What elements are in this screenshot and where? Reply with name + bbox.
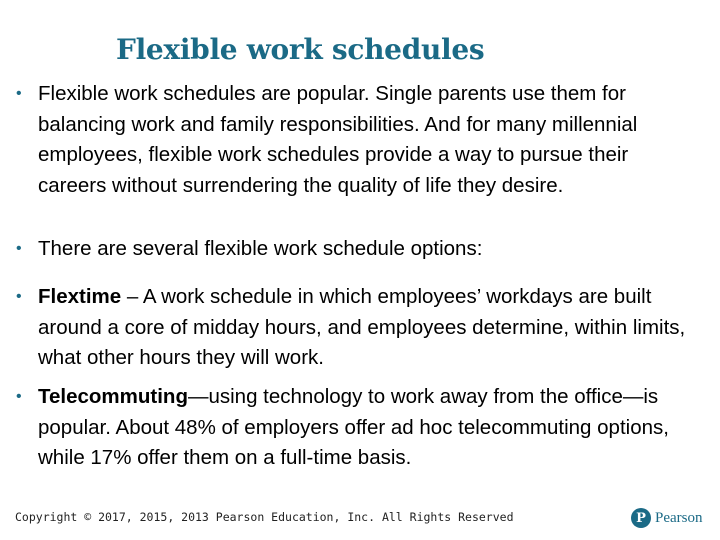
bullet-bold-term: Flextime xyxy=(38,285,122,308)
pearson-logo-icon: P xyxy=(631,508,651,528)
bullet-text xyxy=(38,79,698,201)
bullet-text xyxy=(38,234,698,265)
bullet-body: —using technology to work away from the office—is popular. About 48% of employers offer ad hoc telecommuting options, while 17% offer them on a full-time basis. xyxy=(38,385,669,469)
pearson-logo xyxy=(631,506,703,530)
bullet-body: There are several flexible work schedule options: xyxy=(38,237,483,260)
bullet-dot-icon: • xyxy=(16,388,22,405)
bullet-dot-icon: • xyxy=(16,240,22,257)
slide-title: Flexible work schedules xyxy=(116,33,485,66)
bullet-text xyxy=(38,382,698,474)
bullet-bold-term: Telecommuting xyxy=(38,385,188,408)
bullet-dot-icon: • xyxy=(16,85,22,102)
bullet-item xyxy=(16,382,706,474)
bullet-item xyxy=(16,234,706,265)
bullet-item xyxy=(16,282,706,374)
bullet-text xyxy=(38,282,698,374)
bullet-item xyxy=(16,79,706,201)
bullet-body: – A work schedule in which employees’ workdays are built around a core of midday hours, and employees determine, within limits, what other hours they will work. xyxy=(38,285,686,369)
copyright-footer: Copyright © 2017, 2015, 2013 Pearson Education, Inc. All Rights Reserved xyxy=(15,510,514,524)
pearson-logo-text: Pearson xyxy=(655,509,703,526)
bullet-dot-icon: • xyxy=(16,288,22,305)
bullet-body: Flexible work schedules are popular. Single parents use them for balancing work and family responsibilities. And for many millennial employees, flexible work schedules provide a way to pursue their careers without surrendering the quality of life they desire. xyxy=(38,82,638,197)
